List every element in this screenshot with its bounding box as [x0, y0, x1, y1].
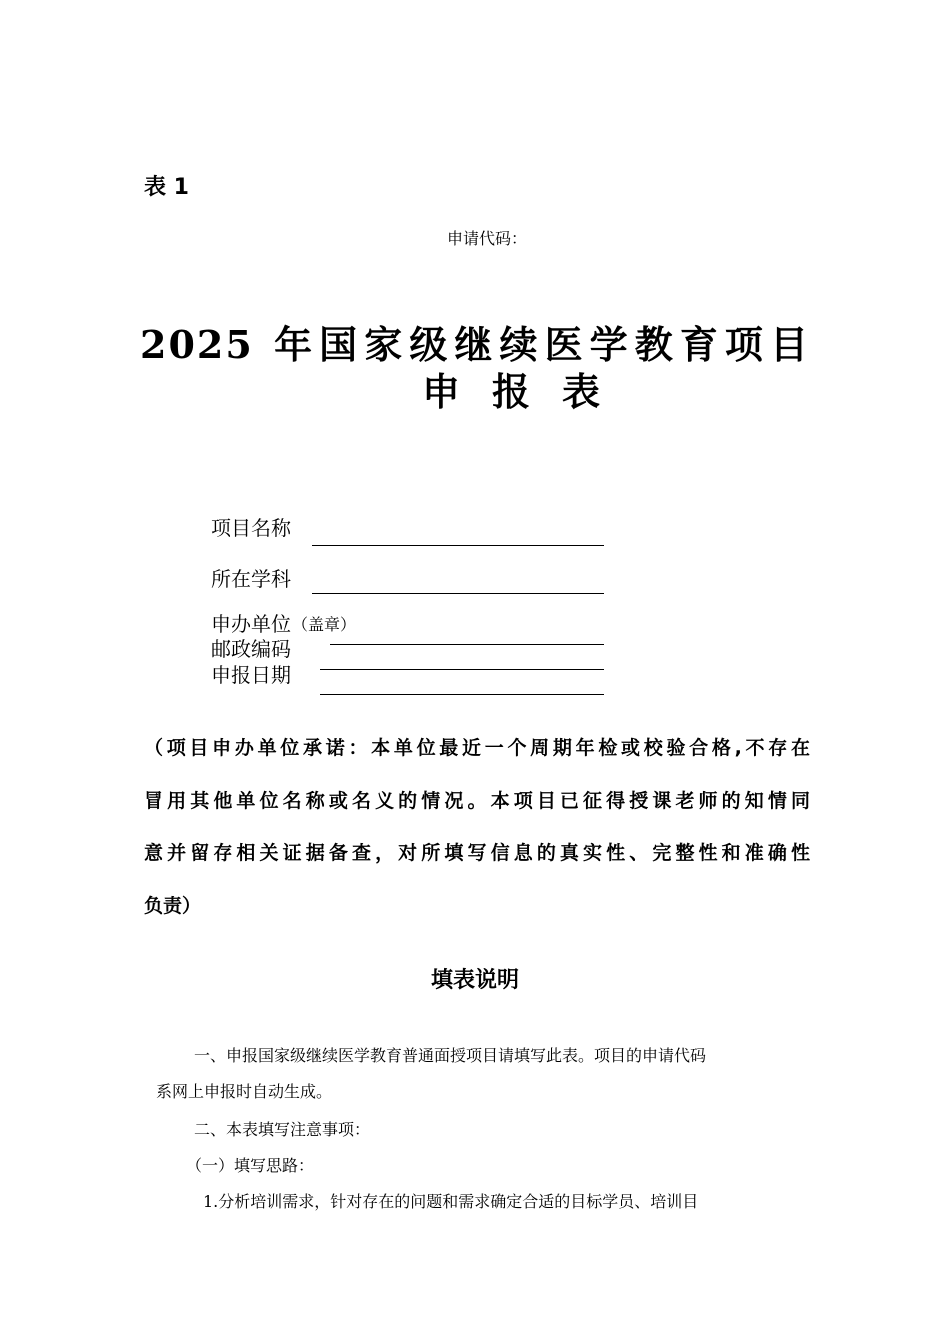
commitment-line: 负责） — [144, 894, 202, 917]
commitment-line: 意并留存相关证据备查，对所填写信息的真实性、完整性和准确性 — [144, 842, 810, 864]
organizer-label: 申办单位 — [211, 612, 291, 636]
instruction-paragraph-3: （一）填写思路： — [186, 1156, 315, 1175]
postal-code-field[interactable] — [320, 669, 604, 670]
postal-code-label: 邮政编码 — [211, 637, 291, 661]
commitment-line: （项目申办单位承诺：本单位最近一个周期年检或校验合格,不存在 — [144, 737, 810, 759]
instructions-title: 填表说明 — [430, 968, 519, 993]
commitment-line: 冒用其他单位名称或名义的情况。本项目已征得授课老师的知情同 — [144, 789, 810, 812]
project-name-label: 项目名称 — [211, 516, 291, 540]
commitment-statement — [144, 722, 810, 932]
instruction-paragraph-1: 一、申报国家级继续医学教育普通面授项目请填写此表。项目的申请代码 — [194, 1046, 707, 1065]
instruction-paragraph-1-cont: 系网上申报时自动生成。 — [156, 1082, 333, 1101]
form-title-line2: 申报表 — [422, 369, 602, 414]
apply-date-label: 申报日期 — [211, 663, 291, 687]
form-title-line1: 2025 年国家级继续医学教育项目 — [140, 322, 810, 367]
application-code-label: 申请代码： — [447, 229, 528, 248]
apply-date-field[interactable] — [320, 694, 604, 695]
organizer-stamp-note: （盖章） — [292, 615, 357, 634]
discipline-field[interactable] — [312, 593, 604, 594]
table-label: 表 1 — [144, 175, 189, 200]
discipline-label: 所在学科 — [211, 567, 291, 591]
organizer-field[interactable] — [330, 644, 604, 645]
instruction-paragraph-2: 二、本表填写注意事项： — [194, 1120, 371, 1139]
instruction-paragraph-4: 1.分析培训需求，针对存在的问题和需求确定合适的目标学员、培训目 — [203, 1192, 699, 1211]
project-name-field[interactable] — [312, 545, 604, 546]
